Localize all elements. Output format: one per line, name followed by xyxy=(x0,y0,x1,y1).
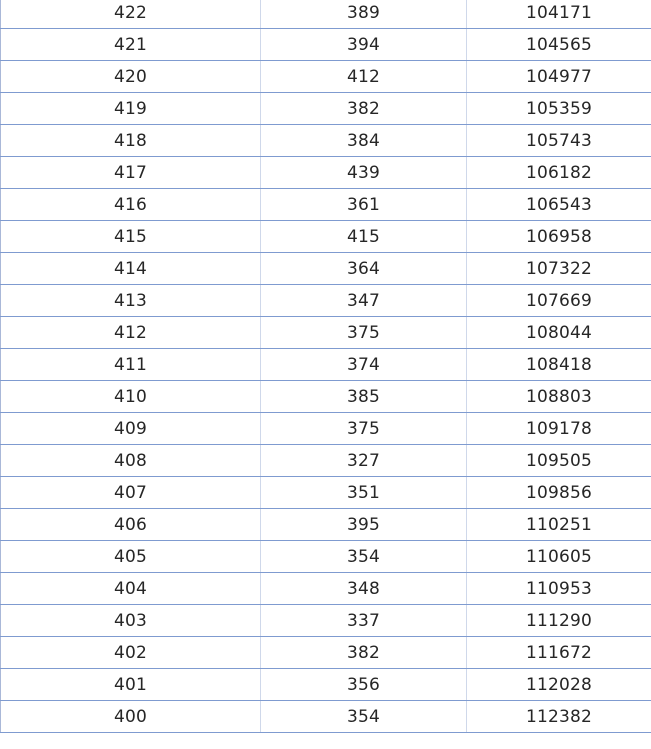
cumulative-count-cell: 107669 xyxy=(467,285,651,317)
count-cell: 375 xyxy=(261,317,467,349)
table-row xyxy=(1,477,651,509)
cumulative-count-cell: 110605 xyxy=(467,541,651,573)
score-cell: 407 xyxy=(1,477,261,509)
score-cell: 403 xyxy=(1,605,261,637)
table-row xyxy=(1,349,651,381)
cumulative-count-cell: 106543 xyxy=(467,189,651,221)
cumulative-count-cell: 110251 xyxy=(467,509,651,541)
score-cell: 405 xyxy=(1,541,261,573)
count-cell: 337 xyxy=(261,605,467,637)
cumulative-count-cell: 112382 xyxy=(467,701,651,733)
score-cell: 417 xyxy=(1,157,261,189)
table-row xyxy=(1,701,651,733)
cumulative-count-cell: 104565 xyxy=(467,29,651,61)
cumulative-count-cell: 109505 xyxy=(467,445,651,477)
cumulative-count-cell: 105359 xyxy=(467,93,651,125)
table-row xyxy=(1,413,651,445)
table-row xyxy=(1,93,651,125)
cumulative-count-cell: 106182 xyxy=(467,157,651,189)
score-cell: 400 xyxy=(1,701,261,733)
count-cell: 394 xyxy=(261,29,467,61)
count-cell: 354 xyxy=(261,701,467,733)
cumulative-count-cell: 110953 xyxy=(467,573,651,605)
score-cell: 421 xyxy=(1,29,261,61)
count-cell: 412 xyxy=(261,61,467,93)
score-cell: 411 xyxy=(1,349,261,381)
count-cell: 361 xyxy=(261,189,467,221)
table-row xyxy=(1,541,651,573)
table-row xyxy=(1,29,651,61)
score-cell: 415 xyxy=(1,221,261,253)
score-cell: 416 xyxy=(1,189,261,221)
cumulative-count-cell: 104977 xyxy=(467,61,651,93)
score-cell: 420 xyxy=(1,61,261,93)
table-row xyxy=(1,221,651,253)
table-row xyxy=(1,573,651,605)
score-cell: 413 xyxy=(1,285,261,317)
score-cell: 412 xyxy=(1,317,261,349)
score-cell: 414 xyxy=(1,253,261,285)
score-cell: 408 xyxy=(1,445,261,477)
cumulative-count-cell: 108803 xyxy=(467,381,651,413)
score-cell: 401 xyxy=(1,669,261,701)
count-cell: 382 xyxy=(261,93,467,125)
score-cell: 418 xyxy=(1,125,261,157)
count-cell: 384 xyxy=(261,125,467,157)
table-row xyxy=(1,285,651,317)
table-row xyxy=(1,61,651,93)
table-body xyxy=(1,0,651,733)
cumulative-count-cell: 104171 xyxy=(467,0,651,29)
count-cell: 375 xyxy=(261,413,467,445)
table-row xyxy=(1,445,651,477)
score-cell: 404 xyxy=(1,573,261,605)
count-cell: 395 xyxy=(261,509,467,541)
count-cell: 374 xyxy=(261,349,467,381)
score-cell: 422 xyxy=(1,0,261,29)
table-row xyxy=(1,317,651,349)
table-row xyxy=(1,253,651,285)
table-row xyxy=(1,509,651,541)
table-row xyxy=(1,157,651,189)
table-row xyxy=(1,669,651,701)
table-row xyxy=(1,189,651,221)
table-row xyxy=(1,125,651,157)
cumulative-count-cell: 109178 xyxy=(467,413,651,445)
table-row xyxy=(1,381,651,413)
cumulative-count-cell: 107322 xyxy=(467,253,651,285)
count-cell: 382 xyxy=(261,637,467,669)
cumulative-count-cell: 109856 xyxy=(467,477,651,509)
count-cell: 356 xyxy=(261,669,467,701)
count-cell: 347 xyxy=(261,285,467,317)
cumulative-count-cell: 105743 xyxy=(467,125,651,157)
count-cell: 327 xyxy=(261,445,467,477)
count-cell: 389 xyxy=(261,0,467,29)
count-cell: 364 xyxy=(261,253,467,285)
cumulative-count-cell: 106958 xyxy=(467,221,651,253)
count-cell: 415 xyxy=(261,221,467,253)
cumulative-count-cell: 112028 xyxy=(467,669,651,701)
count-cell: 348 xyxy=(261,573,467,605)
cumulative-count-cell: 108044 xyxy=(467,317,651,349)
table-row xyxy=(1,637,651,669)
cumulative-count-cell: 108418 xyxy=(467,349,651,381)
count-cell: 439 xyxy=(261,157,467,189)
cumulative-count-cell: 111672 xyxy=(467,637,651,669)
score-cell: 409 xyxy=(1,413,261,445)
cumulative-count-cell: 111290 xyxy=(467,605,651,637)
count-cell: 385 xyxy=(261,381,467,413)
score-cell: 419 xyxy=(1,93,261,125)
score-cell: 406 xyxy=(1,509,261,541)
count-cell: 351 xyxy=(261,477,467,509)
count-cell: 354 xyxy=(261,541,467,573)
score-cell: 410 xyxy=(1,381,261,413)
table-row xyxy=(1,0,651,29)
score-cell: 402 xyxy=(1,637,261,669)
table-row xyxy=(1,605,651,637)
